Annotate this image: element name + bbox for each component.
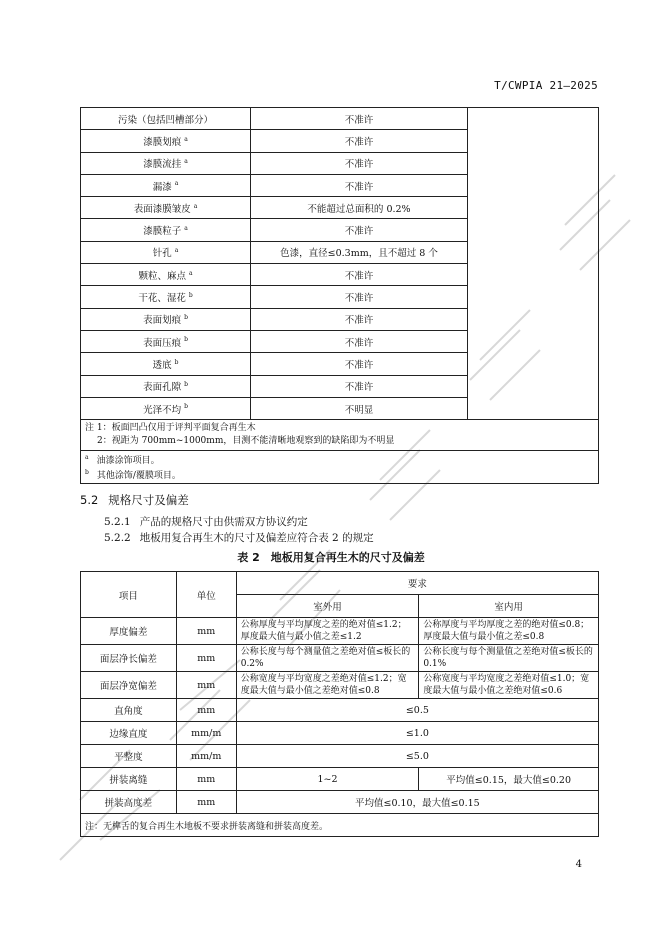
row-requirement: 平均值≤0.10，最大值≤0.15: [236, 791, 598, 814]
row-item: [81, 264, 251, 286]
footnote-marker: b: [188, 291, 193, 299]
row-requirement: 不准许: [251, 130, 468, 152]
row-item: [81, 152, 251, 174]
row-requirement: 不能超过总面积的 0.2%: [251, 197, 468, 219]
row-unit: mm: [176, 618, 236, 645]
table-row: [81, 699, 599, 722]
row-unit: mm: [176, 672, 236, 699]
row-item: [81, 219, 251, 241]
row-item: 厚度偏差: [81, 618, 177, 645]
row-item: [81, 330, 251, 352]
footnote-marker: b: [184, 314, 188, 322]
footnote-marker: a: [188, 269, 193, 277]
header-requirement: 要求: [236, 572, 598, 595]
item-label: 表面划痕: [143, 315, 182, 327]
row-item: [81, 174, 251, 196]
row-requirement: 不明显: [251, 397, 468, 419]
row-outdoor: 公称厚度与平均厚度之差的绝对值≤1.2；厚度最大值与最小值之差≤1.2: [236, 618, 419, 645]
clause-number: 5.2.1: [104, 516, 131, 528]
footnote-marker: a: [193, 202, 198, 210]
clause-5-2-2: [104, 530, 374, 545]
table-note: [81, 420, 599, 451]
section-heading: [80, 492, 189, 508]
clause-number: 5.2.2: [104, 532, 131, 544]
footnote-text: 油漆涂饰项目。: [96, 456, 160, 467]
row-indoor: 公称长度与每个测量值之差绝对值≤板长的 0.1%: [419, 645, 599, 672]
note-1: 注 1：板面凹凸仅用于评判平面复合再生木: [85, 423, 256, 434]
footnote-marker: b: [85, 469, 89, 477]
row-unit: mm: [176, 699, 236, 722]
row-item: 直角度: [81, 699, 177, 722]
table-2-title: 表 2 地板用复合再生木的尺寸及偏差: [237, 551, 425, 564]
table-row: [81, 618, 599, 645]
item-label: 污染（包括凹槽部分）: [117, 114, 213, 126]
row-requirement: 不准许: [251, 264, 468, 286]
row-indoor: 公称宽度与平均宽度之差绝对值≤1.0；宽度最大值与最小值之差绝对值≤0.6: [419, 672, 599, 699]
surface-quality-table: [80, 107, 599, 484]
row-requirement: 色漆，直径≤0.3mm，且不超过 8 个: [251, 241, 468, 263]
row-requirement: 不准许: [251, 375, 468, 397]
footnote-marker: a: [174, 247, 179, 255]
item-label: 漏漆: [152, 181, 172, 193]
item-label: 表面压痕: [143, 337, 182, 349]
item-label: 针孔: [152, 248, 172, 260]
item-label: 漆膜划痕: [143, 136, 182, 148]
row-item: [81, 308, 251, 330]
item-label: 干花、湿花: [138, 293, 186, 305]
footnote-marker: a: [184, 158, 188, 166]
table-header-row: [81, 572, 599, 595]
row-requirement: 不准许: [251, 174, 468, 196]
item-label: 表面孔隙: [143, 382, 182, 394]
row-unit: mm/m: [176, 745, 236, 768]
table-row: [81, 722, 599, 745]
header-outdoor: 室外用: [236, 595, 419, 618]
item-label: 表面漆膜皱皮: [133, 203, 191, 215]
footnote-marker: a: [85, 454, 89, 462]
row-item: 面层净长偏差: [81, 645, 177, 672]
row-unit: mm/m: [176, 722, 236, 745]
table-footnotes: [81, 451, 599, 484]
table-note-row: [81, 814, 599, 837]
table-row: [81, 745, 599, 768]
section-title: 规格尺寸及偏差: [108, 493, 189, 507]
row-unit: mm: [176, 645, 236, 672]
row-item: [81, 108, 251, 130]
header-item: 项目: [81, 572, 177, 618]
header-indoor: 室内用: [419, 595, 599, 618]
row-unit: mm: [176, 768, 236, 791]
row-item: [81, 375, 251, 397]
row-requirement: 不准许: [251, 286, 468, 308]
footnote-marker: a: [184, 135, 188, 143]
row-outdoor: 公称长度与每个测量值之差绝对值≤板长的 0.2%: [236, 645, 419, 672]
clause-text: 地板用复合再生木的尺寸及偏差应符合表 2 的规定: [139, 532, 374, 544]
row-requirement: ≤1.0: [236, 722, 598, 745]
row-unit: mm: [176, 791, 236, 814]
header-unit: 单位: [176, 572, 236, 618]
item-label: 漆膜粒子: [143, 226, 182, 238]
footnote-marker: b: [184, 403, 188, 411]
table-row: [81, 768, 599, 791]
table-row: [81, 108, 599, 130]
footnote-marker: b: [184, 336, 188, 344]
row-indoor: 公称厚度与平均厚度之差的绝对值≤0.8；厚度最大值与最小值之差≤0.8: [419, 618, 599, 645]
table-note-row: [81, 420, 599, 451]
clause-text: 产品的规格尺寸由供需双方协议约定: [139, 516, 308, 528]
row-requirement: ≤0.5: [236, 699, 598, 722]
table-note: 注：无榫舌的复合再生木地板不要求拼装离缝和拼装高度差。: [81, 814, 599, 837]
table-footnote-row: [81, 451, 599, 484]
row-outdoor: 公称宽度与平均宽度之差绝对值≤1.2；宽度最大值与最小值之差绝对值≤0.8: [236, 672, 419, 699]
row-item: [81, 241, 251, 263]
row-requirement: 不准许: [251, 219, 468, 241]
row-item: 边缘直度: [81, 722, 177, 745]
table-row: [81, 645, 599, 672]
item-label: 颗粒、麻点: [138, 270, 186, 282]
footnote-b: [85, 467, 594, 482]
section-number: 5.2: [80, 493, 99, 507]
row-item: [81, 397, 251, 419]
row-indoor: 平均值≤0.15，最大值≤0.20: [419, 768, 599, 791]
row-requirement: ≤5.0: [236, 745, 598, 768]
row-outdoor: 1~2: [236, 768, 419, 791]
row-item: [81, 130, 251, 152]
row-requirement: 不准许: [251, 152, 468, 174]
row-item: 拼装离缝: [81, 768, 177, 791]
row-item: 面层净宽偏差: [81, 672, 177, 699]
document-code: T/CWPIA 21—2025: [494, 79, 598, 92]
clause-5-2-1: [104, 514, 308, 529]
row-item: [81, 197, 251, 219]
footnote-marker: a: [174, 180, 179, 188]
footnote-marker: b: [174, 358, 179, 366]
row-item: [81, 353, 251, 375]
note-2: 2：视距为 700mm~1000mm，目测不能清晰地观察到的缺陷即为不明显: [97, 436, 395, 447]
item-label: 漆膜流挂: [143, 159, 182, 171]
item-label: 光泽不均: [143, 404, 182, 416]
table-row: [81, 672, 599, 699]
table-row: [81, 791, 599, 814]
footnote-marker: b: [184, 381, 188, 389]
row-requirement: 不准许: [251, 330, 468, 352]
dimension-deviation-table: [80, 571, 599, 837]
page-number: 4: [575, 859, 582, 870]
footnote-text: 其他涂饰/覆膜项目。: [96, 471, 181, 482]
footnote-marker: a: [184, 224, 188, 232]
row-requirement: 不准许: [251, 308, 468, 330]
item-label: 透底: [152, 359, 172, 371]
row-item: [81, 286, 251, 308]
row-item: 平整度: [81, 745, 177, 768]
row-item: 拼装高度差: [81, 791, 177, 814]
empty-column: [468, 108, 599, 420]
row-requirement: 不准许: [251, 353, 468, 375]
row-requirement: 不准许: [251, 108, 468, 130]
footnote-a: [85, 452, 594, 467]
